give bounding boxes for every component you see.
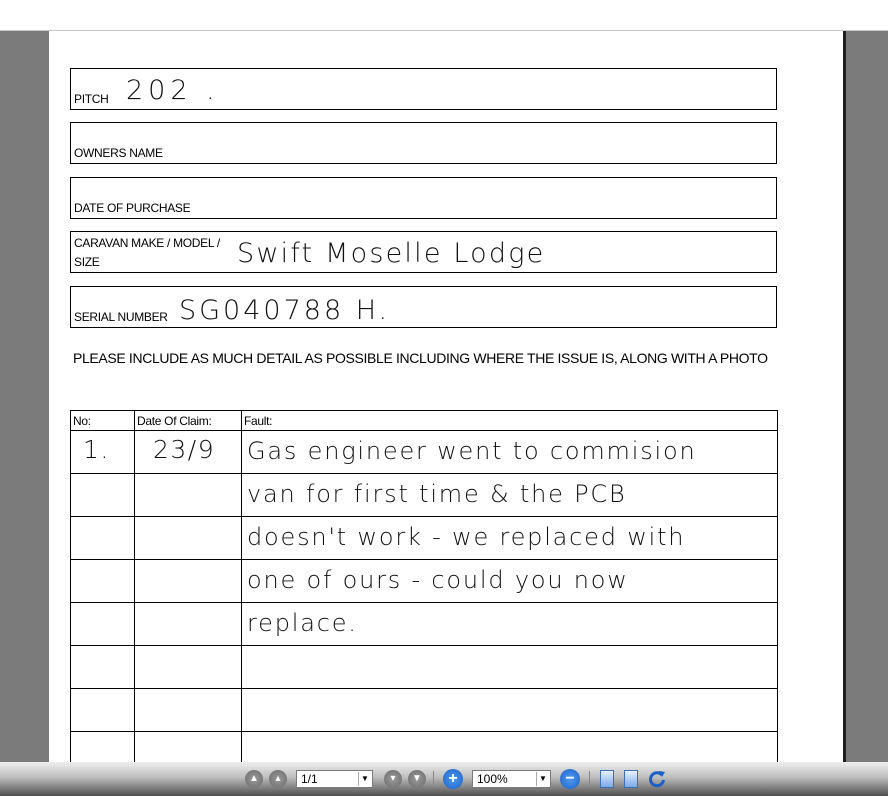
date-of-purchase-label: DATE OF PURCHASE [74, 201, 191, 215]
next-page-icon[interactable]: ▾ [384, 770, 402, 788]
caravan-value: Swift Moselle Lodge [237, 238, 546, 269]
page-edge-shadow [843, 31, 846, 762]
fault-cell [242, 689, 778, 732]
claim-no-cell [71, 474, 135, 517]
table-row [71, 431, 778, 474]
table-header-row [71, 411, 778, 431]
rotate-icon-graphic [647, 769, 667, 789]
owners-name-field [70, 122, 777, 164]
rotate-icon[interactable] [647, 769, 667, 789]
pitch-label: PITCH [74, 92, 109, 106]
serial-number-field [70, 286, 777, 328]
zoom-out-icon[interactable]: − [560, 769, 580, 789]
page-number-value: 1/1 [301, 772, 318, 786]
first-page-icon[interactable]: ▲ [245, 770, 263, 788]
fault-line: replace. [247, 609, 358, 637]
caravan-label-line1: CARAVAN MAKE / MODEL / [74, 236, 220, 250]
claim-no-cell [71, 646, 135, 689]
pitch-field [70, 68, 777, 110]
claim-date-cell [135, 689, 242, 732]
table-row [71, 603, 778, 646]
zoom-value: 100% [477, 772, 508, 786]
header-no: No: [71, 411, 135, 431]
fault-line: one of ours - could you now [247, 566, 629, 594]
claim-no-cell [71, 431, 135, 474]
claim-date-cell [135, 560, 242, 603]
toolbar-divider [589, 771, 590, 787]
claim-date-cell [135, 431, 242, 474]
fault-cell [242, 603, 778, 646]
zoom-in-icon[interactable]: + [443, 769, 463, 789]
claim-date-cell [135, 603, 242, 646]
claim-date-cell [135, 517, 242, 560]
claim-no-cell [71, 689, 135, 732]
prev-page-icon[interactable]: ▴ [269, 770, 287, 788]
owners-name-label: OWNERS NAME [74, 146, 163, 160]
last-page-icon[interactable]: ▼ [408, 770, 426, 788]
single-page-icon[interactable] [600, 770, 614, 788]
table-row [71, 646, 778, 689]
claim-date-value: 23/9 [153, 435, 216, 464]
fault-cell [242, 431, 778, 474]
fault-cell [242, 646, 778, 689]
claim-no-cell [71, 560, 135, 603]
fault-line: van for first time & the PCB [247, 480, 627, 508]
zoom-select[interactable] [472, 770, 551, 788]
caravan-field [70, 231, 777, 273]
claim-no-cell [71, 517, 135, 560]
chevron-down-icon[interactable]: ▼ [358, 772, 371, 786]
serial-number-value: SG040788 H. [179, 295, 391, 326]
header-fault: Fault: [242, 411, 778, 431]
page-number-select[interactable] [296, 770, 373, 788]
table-row [71, 560, 778, 603]
claim-date-cell [135, 474, 242, 517]
chevron-down-icon[interactable]: ▼ [536, 772, 549, 786]
table-row [71, 517, 778, 560]
window-top-band [0, 0, 888, 31]
fault-cell [242, 560, 778, 603]
claim-date-cell [135, 646, 242, 689]
instruction-text: PLEASE INCLUDE AS MUCH DETAIL AS POSSIBLE INCLUDING WHERE THE ISSUE IS, ALONG WITH A PHOTO [73, 350, 768, 366]
fault-cell [242, 474, 778, 517]
fit-page-icon[interactable] [624, 770, 638, 788]
toolbar-divider [433, 771, 434, 787]
table-row [71, 689, 778, 732]
claims-table [70, 410, 778, 775]
fault-cell [242, 517, 778, 560]
serial-number-label: SERIAL NUMBER [74, 310, 168, 324]
header-date-of-claim: Date Of Claim: [135, 411, 242, 431]
claim-no-cell [71, 603, 135, 646]
caravan-label-line2: SIZE [74, 255, 100, 269]
fault-line: Gas engineer went to commision [247, 437, 697, 465]
viewer-toolbar [0, 762, 888, 796]
table-row [71, 474, 778, 517]
claim-no-value: 1. [83, 435, 110, 464]
date-of-purchase-field [70, 177, 777, 219]
pitch-value: 202 . [126, 75, 220, 106]
fault-line: doesn't work - we replaced with [247, 523, 686, 551]
